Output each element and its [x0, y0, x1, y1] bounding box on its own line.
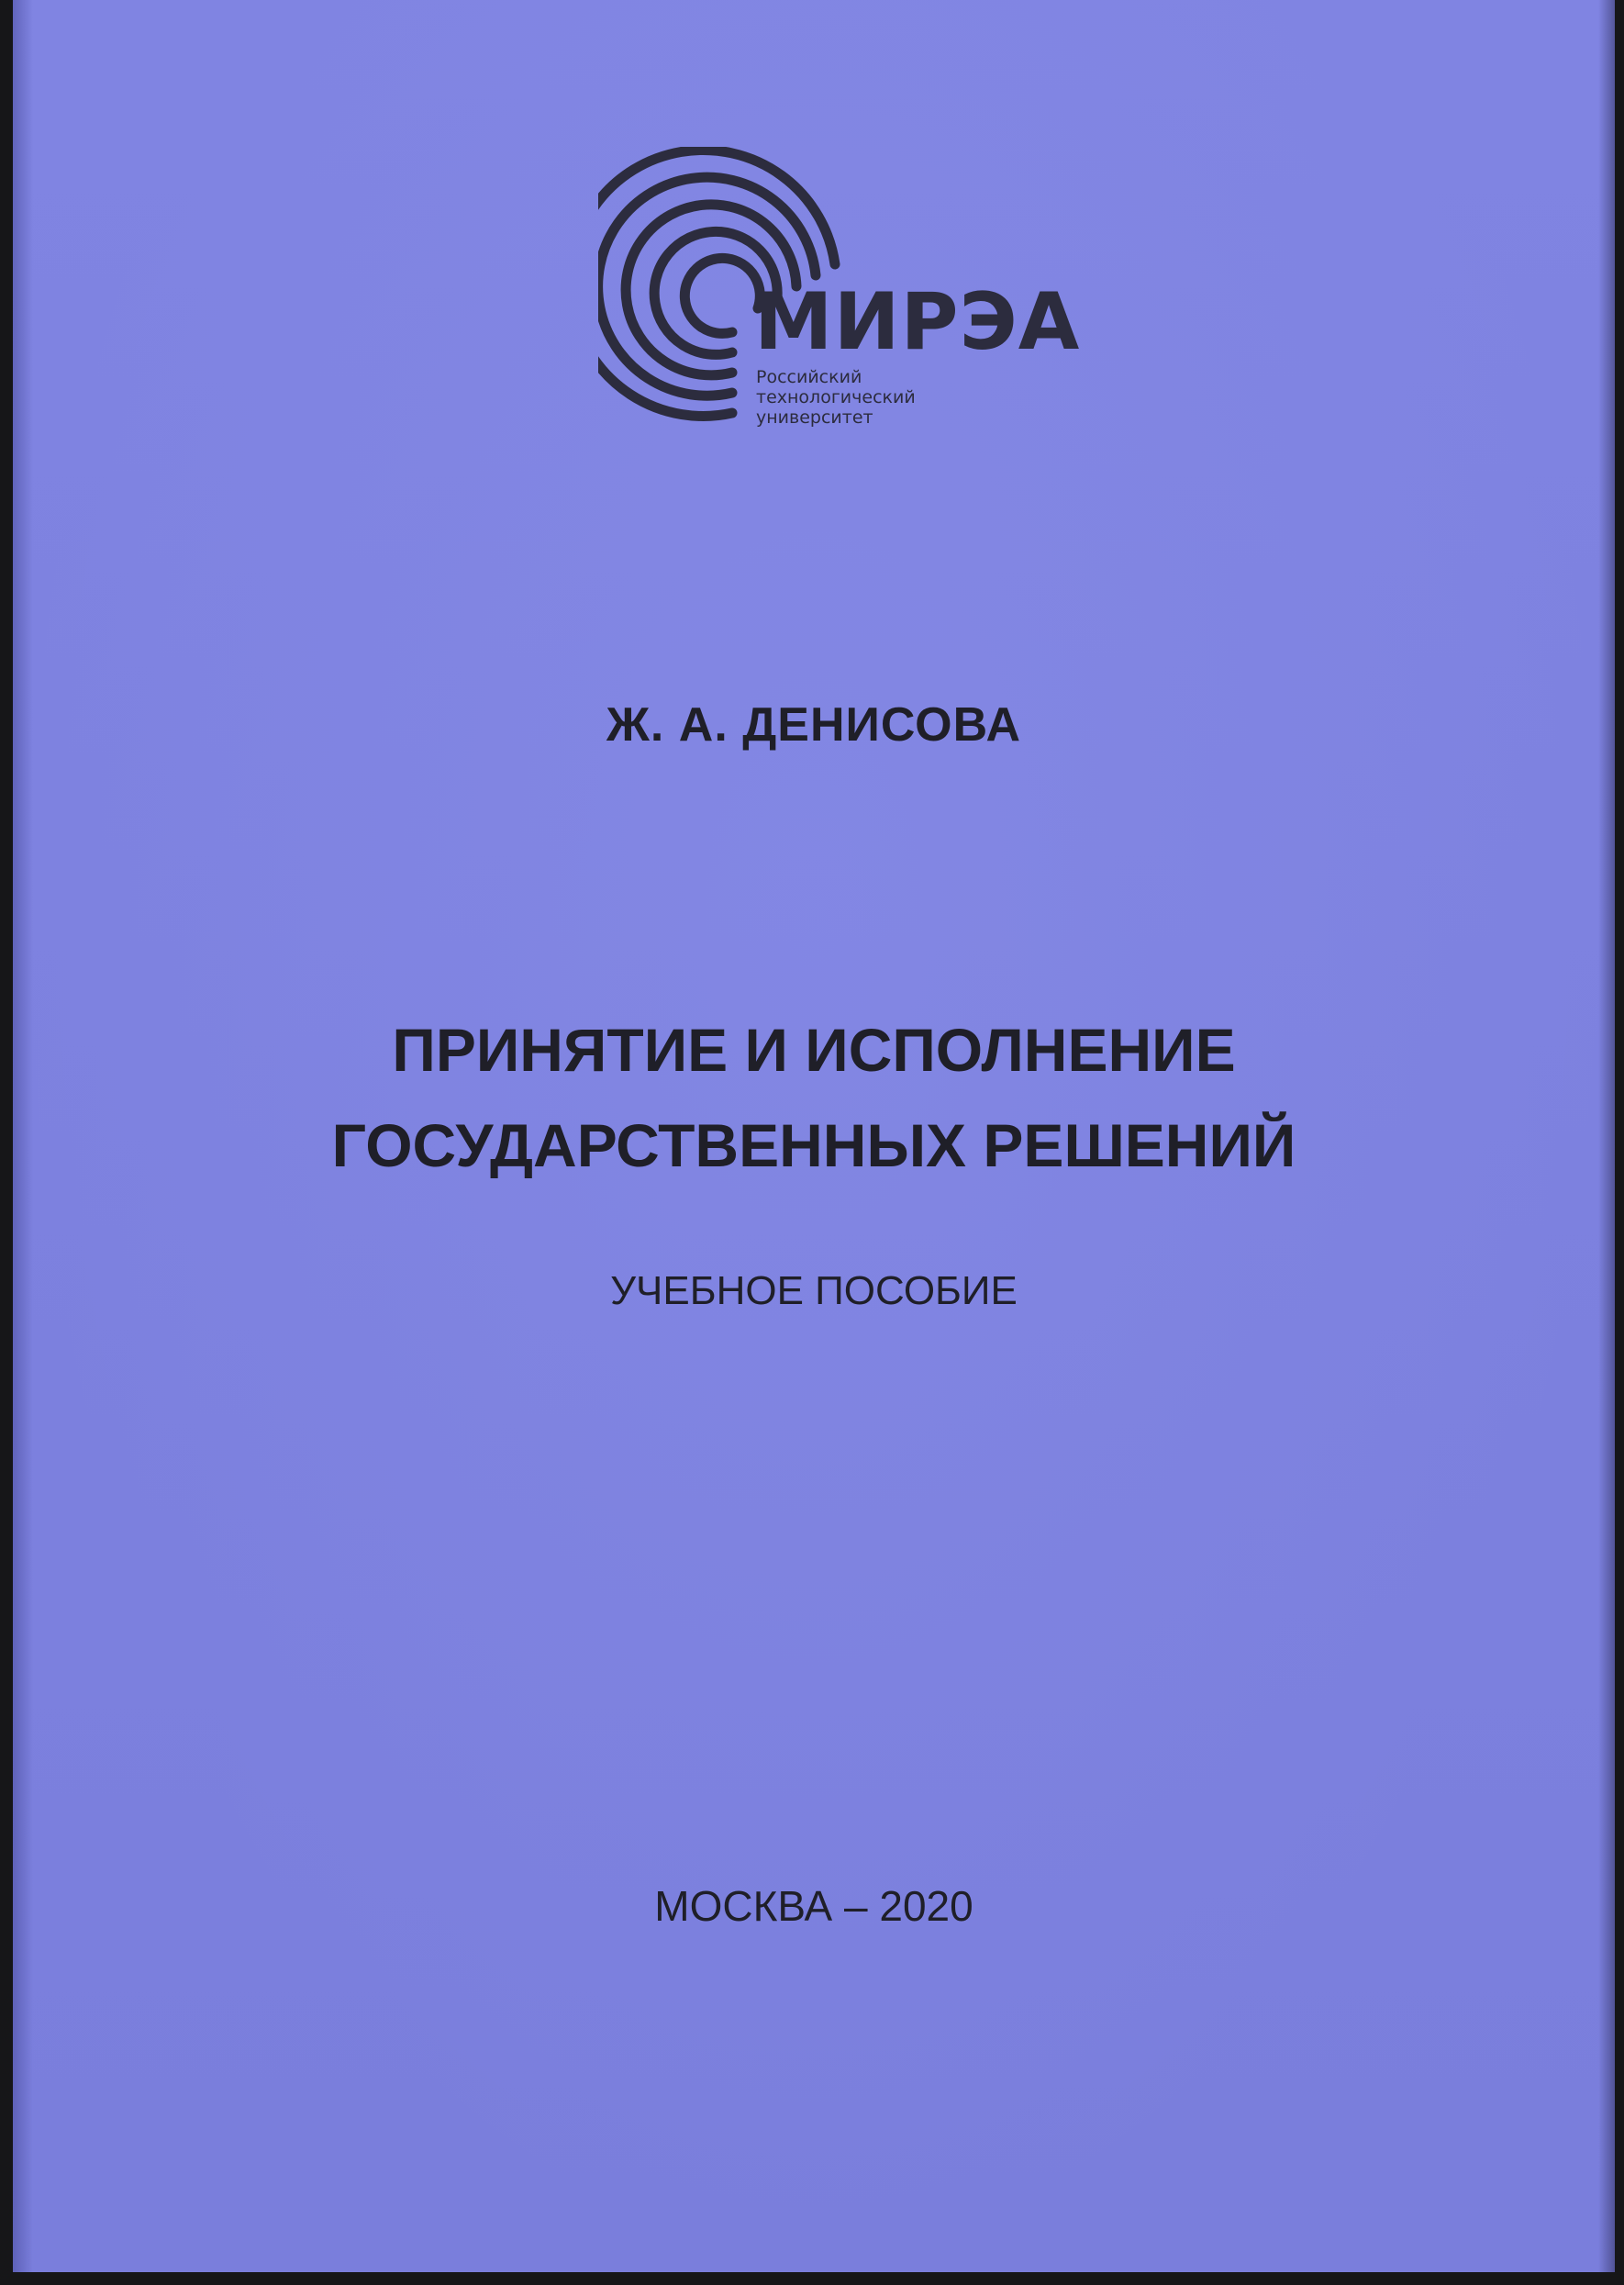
title-line: ГОСУДАРСТВЕННЫХ РЕШЕНИЙ [331, 1111, 1296, 1179]
book-title [13, 1002, 1615, 1193]
title-line: ПРИНЯТИЕ И ИСПОЛНЕНИЕ [392, 1016, 1236, 1084]
author-name: Ж. А. ДЕНИСОВА [606, 698, 1022, 752]
logo-subtitle [756, 367, 916, 428]
book-type: УЧЕБНОЕ ПОСОБИЕ [610, 1268, 1018, 1313]
publication-city-year: МОСКВА – 2020 [654, 1882, 973, 1930]
logo-subtitle-line: университет [756, 407, 873, 428]
logo-subtitle-line: Российский [756, 367, 862, 387]
mirea-logo [598, 147, 1081, 440]
logo-subtitle-line: технологический [756, 387, 916, 407]
logo-wordmark: МИРЭА [754, 276, 1081, 368]
book-cover [13, 0, 1615, 2272]
